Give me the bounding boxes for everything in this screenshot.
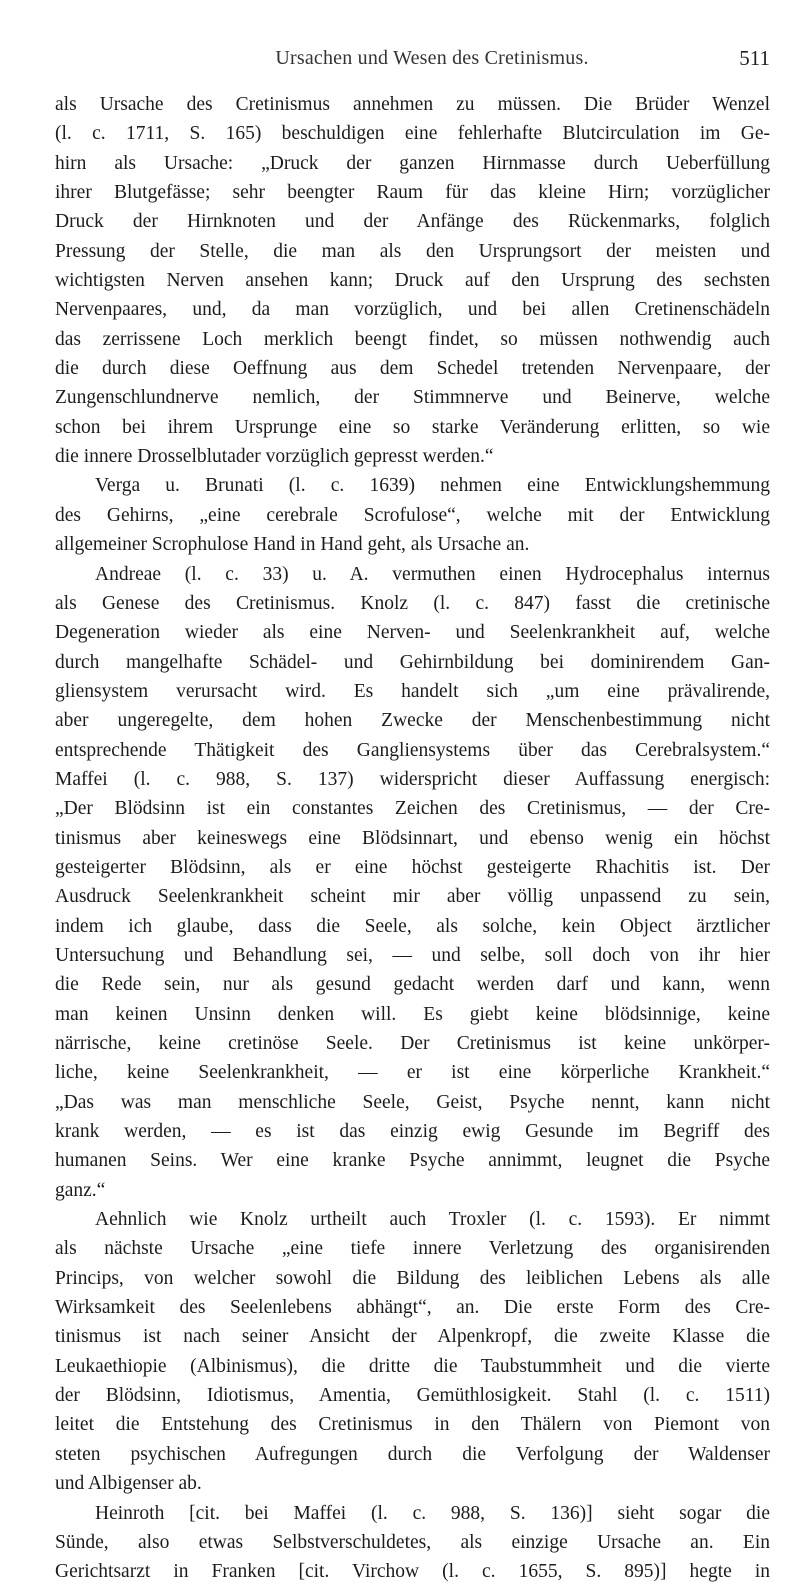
text-line: tinismus ist nach seiner Ansicht der Alpenkropf, die zweite Klasse die xyxy=(55,1326,770,1348)
text-line: Heinroth [cit. bei Maffei (l. c. 988, S. 136)] sieht sogar die xyxy=(95,1502,770,1524)
running-head xyxy=(94,43,770,73)
text-line: humanen Seins. Wer eine kranke Psyche annimmt, leugnet die Psyche xyxy=(55,1150,770,1172)
text-line: als Ursache des Cretinismus annehmen zu müssen. Die Brüder Wenzel xyxy=(55,94,770,115)
text-line: wichtigsten Nerven ansehen kann; Druck auf den Ursprung des sechsten xyxy=(55,270,770,292)
text-line: Maffei (l. c. 988, S. 137) widerspricht dieser Auffassung energisch: xyxy=(55,768,770,790)
text-line: Princips, von welcher sowohl die Bildung des leiblichen Lebens als alle xyxy=(55,1267,770,1289)
text-line: der Blödsinn, Idiotismus, Amentia, Gemüthlosigkeit. Stahl (l. c. 1511) xyxy=(55,1385,770,1407)
text-line: schon bei ihrem Ursprunge eine so starke Veränderung erlitten, so wie xyxy=(55,416,770,438)
text-line: steten psychischen Aufregungen durch die Verfolgung der Waldenser xyxy=(55,1443,770,1465)
text-line: leitet die Entstehung des Cretinismus in den Thälern von Piemont von xyxy=(55,1414,770,1436)
body-text xyxy=(55,90,770,1587)
text-line: Untersuchung und Behandlung sei, — und selbe, soll doch von ihr hier xyxy=(55,944,770,966)
text-line: gliensystem verursacht wird. Es handelt sich „um eine prävalirende, xyxy=(55,680,770,702)
text-line: Degeneration wieder als eine Nerven- und Seelenkrankheit auf, welche xyxy=(55,622,770,644)
text-line: krank werden, — es ist das einzig ewig Gesunde im Begriff des xyxy=(55,1121,770,1143)
text-line: durch mangelhafte Schädel- und Gehirnbildung bei dominirendem Gan- xyxy=(55,651,770,673)
text-line: aber ungeregelte, dem hohen Zwecke der Menschenbestimmung nicht xyxy=(55,710,770,732)
text-line: närrische, keine cretinöse Seele. Der Cretinismus ist keine unkörper- xyxy=(55,1033,770,1054)
text-line: „Das was man menschliche Seele, Geist, Psyche nennt, kann nicht xyxy=(55,1091,770,1113)
text-line: man keinen Unsinn denken will. Es giebt keine blödsinnige, keine xyxy=(55,1003,770,1025)
text-line: indem ich glaube, dass die Seele, als solche, kein Object ärztlicher xyxy=(55,915,770,937)
text-line: Gerichtsarzt in Franken [cit. Virchow (l. c. 1655, S. 895)] hegte in xyxy=(55,1561,770,1583)
text-line: gesteigerter Blödsinn, als er eine höchst gesteigerte Rhachitis ist. Der xyxy=(55,856,770,878)
text-line: entsprechende Thätigkeit des Gangliensystems über das Cerebralsystem.“ xyxy=(55,739,770,761)
text-line: ganz.“ xyxy=(55,1179,106,1201)
text-line: des Gehirns, „eine cerebrale Scrofulose“, welche mit der Entwicklung xyxy=(55,504,770,526)
text-line: und Albigenser ab. xyxy=(55,1473,202,1495)
text-line: (l. c. 1711, S. 165) beschuldigen eine fehlerhafte Blutcirculation im Ge- xyxy=(55,123,770,145)
text-line: ihrer Blutgefässe; sehr beengter Raum für das kleine Hirn; vorzüglicher xyxy=(55,182,770,204)
text-line: Druck der Hirnknoten und der Anfänge des Rückenmarks, folglich xyxy=(55,211,770,233)
text-line: Wirksamkeit des Seelenlebens abhängt“, an. Die erste Form des Cre- xyxy=(55,1297,770,1319)
text-line: das zerrissene Loch merklich beengt findet, so müssen nothwendig auch xyxy=(55,328,770,350)
text-line: die Rede sein, nur als gesund gedacht werden darf und kann, wenn xyxy=(55,974,770,996)
text-line: Verga u. Brunati (l. c. 1639) nehmen eine Entwicklungshemmung xyxy=(95,475,770,497)
running-title: Ursachen und Wesen des Cretinismus. xyxy=(275,46,589,69)
text-line: Zungenschlundnerve nemlich, der Stimmnerve und Beinerve, welche xyxy=(55,387,770,409)
text-line: die innere Drosselblutader vorzüglich gepresst werden.“ xyxy=(55,446,494,468)
text-line: liche, keine Seelenkrankheit, — er ist eine körperliche Krankheit.“ xyxy=(55,1062,770,1084)
text-line: als nächste Ursache „eine tiefe innere Verletzung des organisirenden xyxy=(55,1238,770,1260)
text-line: Ausdruck Seelenkrankheit scheint mir aber völlig unpassend zu sein, xyxy=(55,886,770,908)
text-line: Pressung der Stelle, die man als den Ursprungsort der meisten und xyxy=(55,240,770,262)
text-line: hirn als Ursache: „Druck der ganzen Hirnmasse durch Ueberfüllung xyxy=(55,152,770,174)
page-number: 511 xyxy=(739,46,770,70)
text-line: Andreae (l. c. 33) u. A. vermuthen einen Hydrocephalus internus xyxy=(95,563,770,585)
text-line: allgemeiner Scrophulose Hand in Hand geht, als Ursache an. xyxy=(55,534,530,556)
text-line: Sünde, also etwas Selbstverschuldetes, als einzige Ursache an. Ein xyxy=(55,1531,770,1553)
text-line: tinismus aber keineswegs eine Blödsinnart, und ebenso wenig ein höchst xyxy=(55,827,770,849)
text-line: „Der Blödsinn ist ein constantes Zeichen des Cretinismus, — der Cre- xyxy=(55,798,770,820)
text-line: Aehnlich wie Knolz urtheilt auch Troxler (l. c. 1593). Er nimmt xyxy=(95,1209,770,1231)
text-line: die durch diese Oeffnung aus dem Schedel tretenden Nervenpaare, der xyxy=(55,358,770,380)
text-line: als Genese des Cretinismus. Knolz (l. c. 847) fasst die cretinische xyxy=(55,592,770,614)
text-line: Leukaethiopie (Albinismus), die dritte die Taubstummheit und die vierte xyxy=(55,1355,770,1377)
text-line: Nervenpaares, und, da man vorzüglich, und bei allen Cretinenschädeln xyxy=(55,299,770,321)
